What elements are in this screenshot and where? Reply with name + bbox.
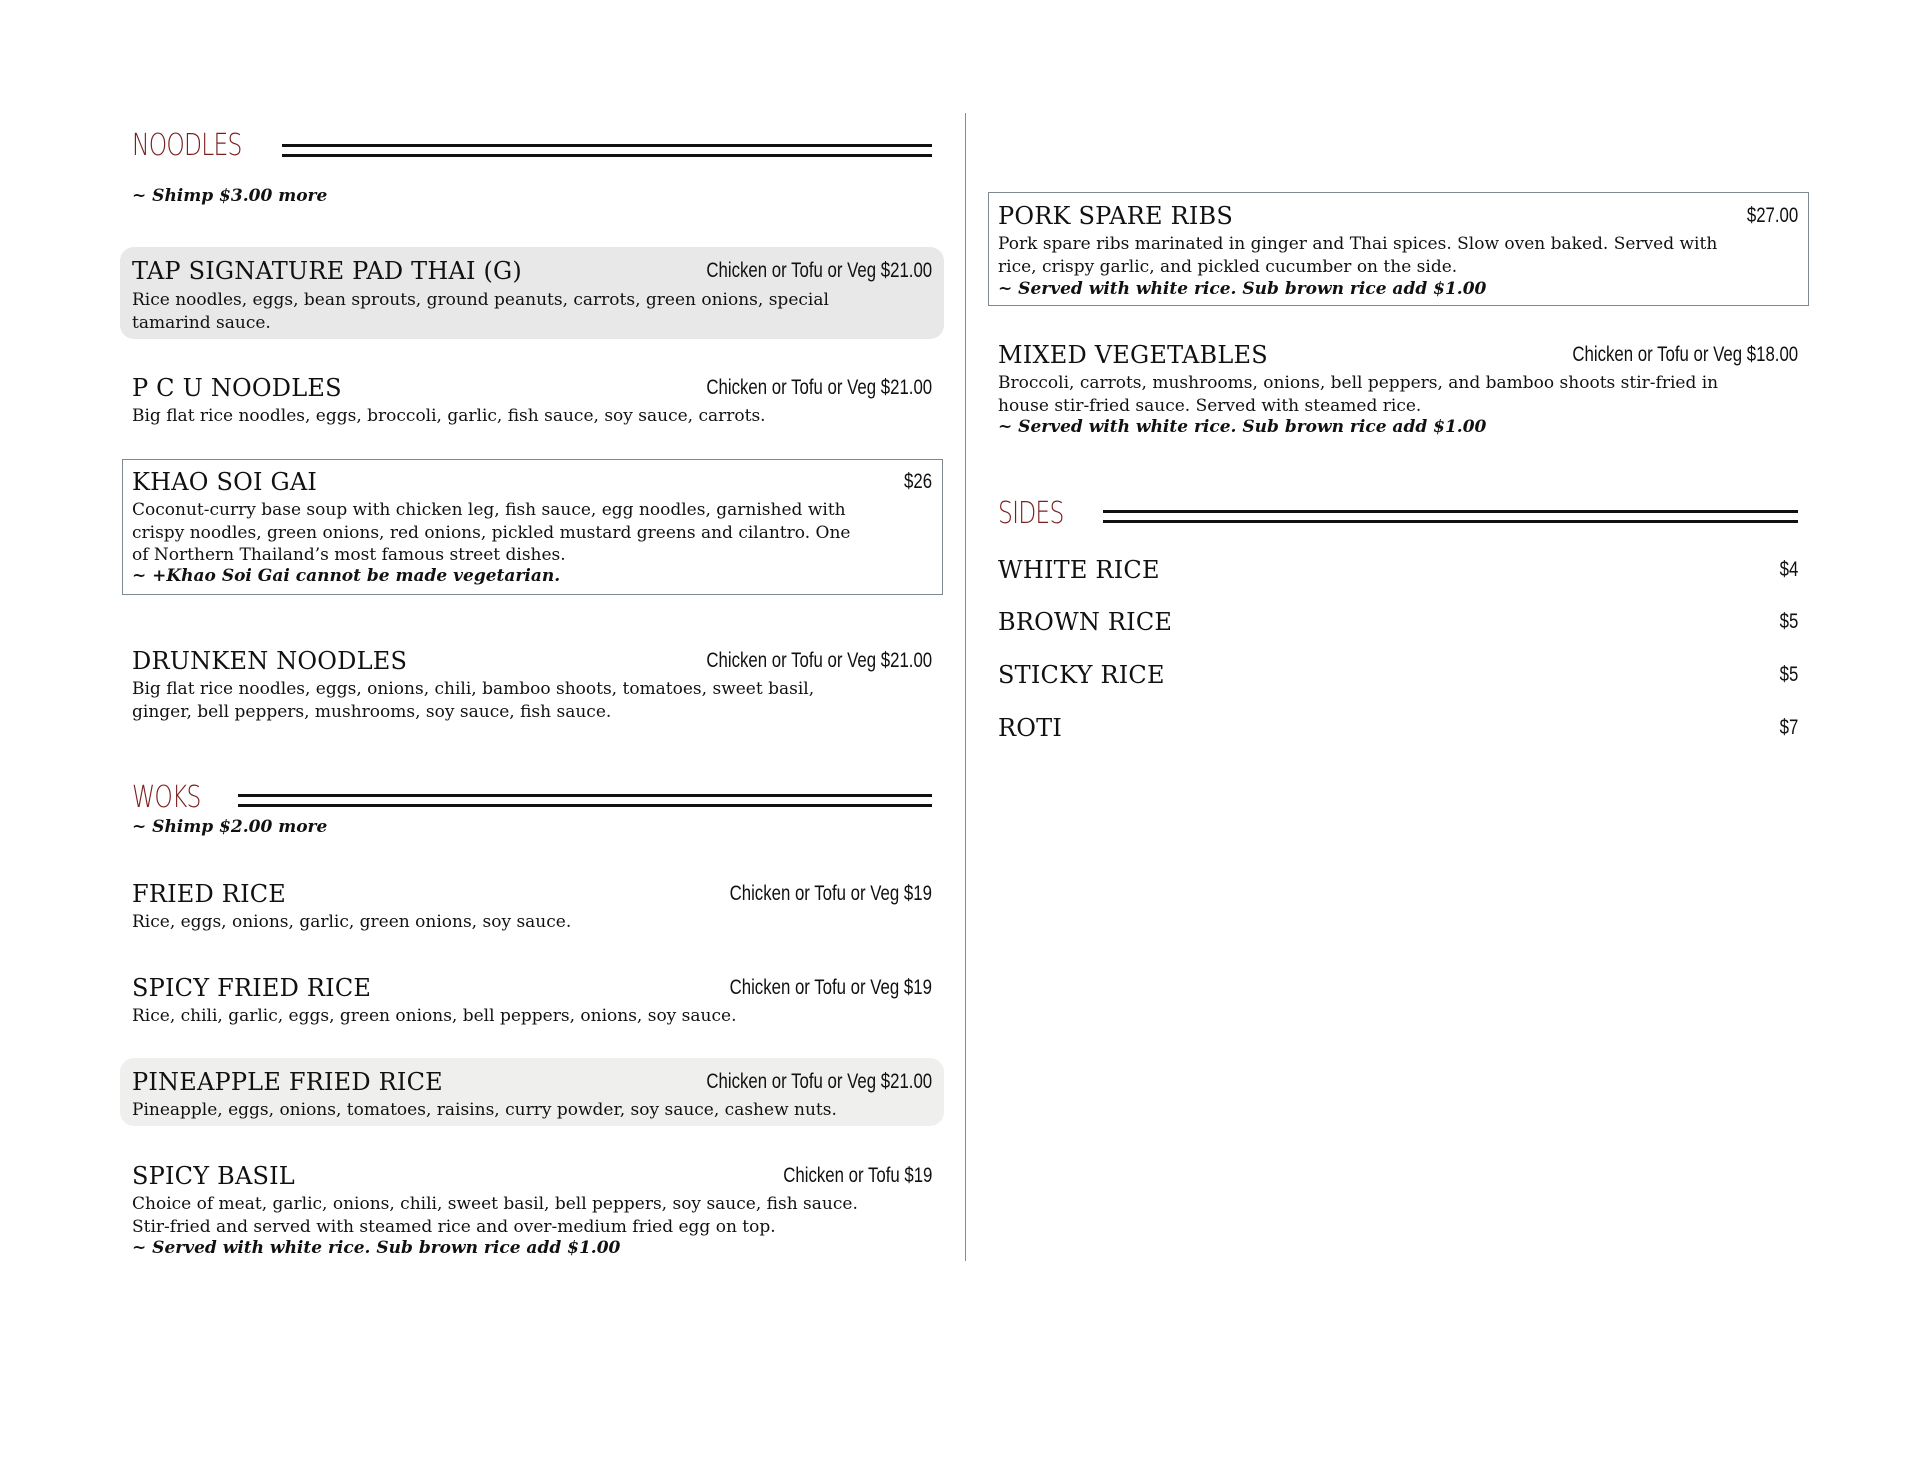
- item-name: DRUNKEN NOODLES: [132, 647, 408, 675]
- item-price: Chicken or Tofu or Veg $18.00: [1572, 343, 1798, 366]
- section-title-woks: WOKS: [132, 780, 201, 815]
- item-name: PINEAPPLE FRIED RICE: [132, 1068, 443, 1096]
- item-name: P C U NOODLES: [132, 374, 342, 402]
- item-description: Choice of meat, garlic, onions, chili, sweet basil, bell peppers, soy sauce, fish sauce. Stir-fried and served with steamed rice and over-medium fried egg on top.: [132, 1194, 858, 1237]
- section-rule: [1103, 510, 1798, 523]
- sides-section-header: [998, 496, 1798, 546]
- item-note: ~ Served with white rice. Sub brown rice add $1.00: [998, 279, 1487, 299]
- column-divider: [965, 113, 966, 1261]
- item-description: Rice, chili, garlic, eggs, green onions, bell peppers, onions, soy sauce.: [132, 1006, 737, 1026]
- item-note: ~ Served with white rice. Sub brown rice add $1.00: [998, 417, 1487, 437]
- item-price: Chicken or Tofu or Veg $21.00: [706, 259, 932, 282]
- woks-shrimp-note: ~ Shimp $2.00 more: [132, 817, 328, 837]
- side-item-price: $4: [1779, 558, 1798, 581]
- section-title-sides: SIDES: [998, 496, 1064, 531]
- item-name: SPICY FRIED RICE: [132, 974, 372, 1002]
- item-price: Chicken or Tofu or Veg $21.00: [706, 649, 932, 672]
- side-item-name: BROWN RICE: [998, 608, 1173, 636]
- item-price: $26: [903, 470, 932, 493]
- item-note: ~ Served with white rice. Sub brown rice add $1.00: [132, 1238, 621, 1258]
- item-name: SPICY BASIL: [132, 1162, 295, 1190]
- item-description: Rice, eggs, onions, garlic, green onions, soy sauce.: [132, 912, 572, 932]
- item-description: Big flat rice noodles, eggs, broccoli, garlic, fish sauce, soy sauce, carrots.: [132, 406, 766, 426]
- noodles-shrimp-note: ~ Shimp $3.00 more: [132, 186, 328, 206]
- section-rule: [238, 794, 932, 807]
- side-item-price: $7: [1779, 716, 1798, 739]
- item-name: TAP SIGNATURE PAD THAI (G): [132, 257, 522, 285]
- side-item-price: $5: [1779, 663, 1798, 686]
- item-description: Coconut-curry base soup with chicken leg, fish sauce, egg noodles, garnished with crispy noodles, green onions, red onions, pickled mustard greens and cilantro. One of Northern Thailand’s most famous street dishes.: [132, 500, 851, 565]
- item-price: Chicken or Tofu or Veg $21.00: [706, 1070, 932, 1093]
- item-name: MIXED VEGETABLES: [998, 341, 1268, 369]
- item-price: Chicken or Tofu $19: [782, 1164, 932, 1187]
- side-item-name: WHITE RICE: [998, 556, 1160, 584]
- item-description: Big flat rice noodles, eggs, onions, chili, bamboo shoots, tomatoes, sweet basil, ginger, bell peppers, mushrooms, soy sauce, fish sauce.: [132, 679, 815, 722]
- item-description: Rice noodles, eggs, bean sprouts, ground peanuts, carrots, green onions, special tamarind sauce.: [132, 290, 829, 333]
- item-name: FRIED RICE: [132, 880, 287, 908]
- side-item-price: $5: [1779, 610, 1798, 633]
- item-price: Chicken or Tofu or Veg $19: [729, 882, 932, 905]
- item-price: Chicken or Tofu or Veg $19: [729, 976, 932, 999]
- item-price: Chicken or Tofu or Veg $21.00: [706, 376, 932, 399]
- section-title-noodles: NOODLES: [132, 128, 242, 163]
- item-price: $27.00: [1746, 204, 1798, 227]
- section-rule: [282, 144, 932, 157]
- item-name: KHAO SOI GAI: [132, 468, 318, 496]
- item-name: PORK SPARE RIBS: [998, 202, 1234, 230]
- item-description: Broccoli, carrots, mushrooms, onions, bell peppers, and bamboo shoots stir-fried in house stir-fried sauce. Served with steamed rice.: [998, 373, 1719, 416]
- side-item-name: STICKY RICE: [998, 661, 1165, 689]
- noodles-section-header: [132, 128, 932, 178]
- item-description: Pineapple, eggs, onions, tomatoes, raisins, curry powder, soy sauce, cashew nuts.: [132, 1100, 837, 1120]
- item-note: ~ +Khao Soi Gai cannot be made vegetarian.: [132, 566, 561, 586]
- item-description: Pork spare ribs marinated in ginger and Thai spices. Slow oven baked. Served with rice, crispy garlic, and pickled cucumber on the side.: [998, 234, 1718, 277]
- side-item-name: ROTI: [998, 714, 1063, 742]
